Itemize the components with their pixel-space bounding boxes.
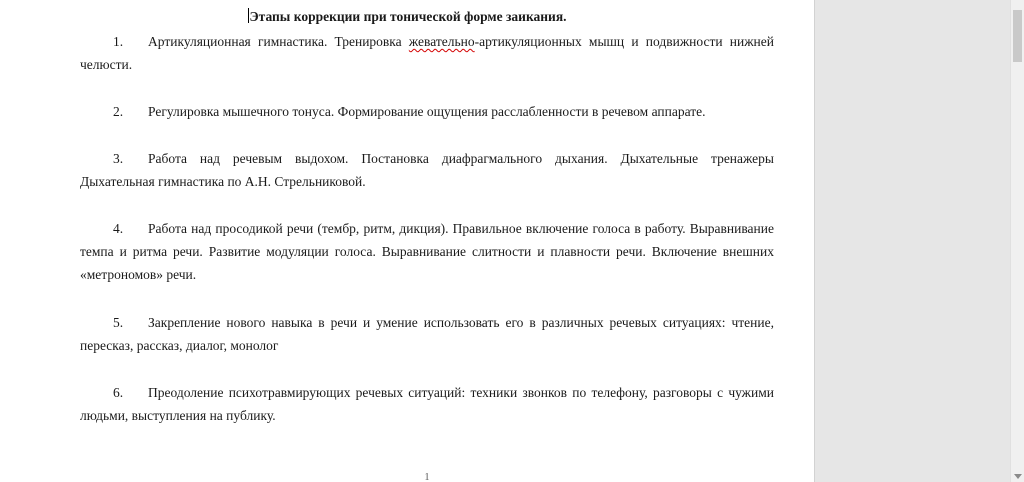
list-item-text-continued: -артикуляционных мышц и подвижности нижней челюсти. [80, 34, 774, 72]
document-title [0, 7, 814, 27]
list-item-number: 6. [113, 385, 124, 400]
list-item-2 [80, 100, 774, 123]
list-item-text: Регулировка мышечного тонуса. Формирование ощущения расслабленности в речевом аппарате. [148, 104, 706, 119]
list-item-6 [80, 381, 774, 427]
list-item-text: Работа над речевым выдохом. Постановка диафрагмального дыхания. Дыхательные тренажеры Дыхательная гимнастика по А.Н. Стрельниковой. [80, 151, 774, 189]
list-item-number: 4. [113, 221, 124, 236]
vertical-scrollbar[interactable] [1010, 0, 1024, 482]
list-item-number: 2. [113, 104, 124, 119]
list-item-text: Закрепление нового навыка в речи и умение использовать его в различных речевых ситуациях: чтение, пересказ, рассказ, диалог, монолог [80, 315, 774, 353]
list-item-number: 3. [113, 151, 124, 166]
spelling-error-word[interactable]: жевательно [408, 34, 475, 49]
scroll-down-arrow-icon[interactable] [1014, 474, 1022, 479]
list-item-4 [80, 217, 774, 286]
list-item-5 [80, 311, 774, 357]
document-title-text: Этапы коррекции при тонической форме заикания. [249, 9, 567, 24]
list-item-text: Работа над просодикой речи (тембр, ритм, дикция). Правильное включение голоса в работу. Выравнивание темпа и ритма речи. Развитие модуляции голоса. Выравнивание слитности и плавности речи. Включение внешних «метрономов» речи. [80, 221, 774, 282]
list-item-number: 1. [113, 34, 124, 49]
scrollbar-thumb[interactable] [1013, 10, 1022, 62]
list-item-1 [80, 30, 774, 76]
list-item-text: Артикуляционная гимнастика. Тренировка [148, 34, 409, 49]
page-number: 1 [424, 472, 430, 482]
list-item-text: Преодоление психотравмирующих речевых ситуаций: техники звонков по телефону, разговоры с чужими людьми, выступления на публику. [80, 385, 774, 423]
list-item-3 [80, 147, 774, 193]
page-gutter [814, 0, 1011, 482]
list-item-number: 5. [113, 315, 124, 330]
text-cursor [248, 8, 249, 23]
